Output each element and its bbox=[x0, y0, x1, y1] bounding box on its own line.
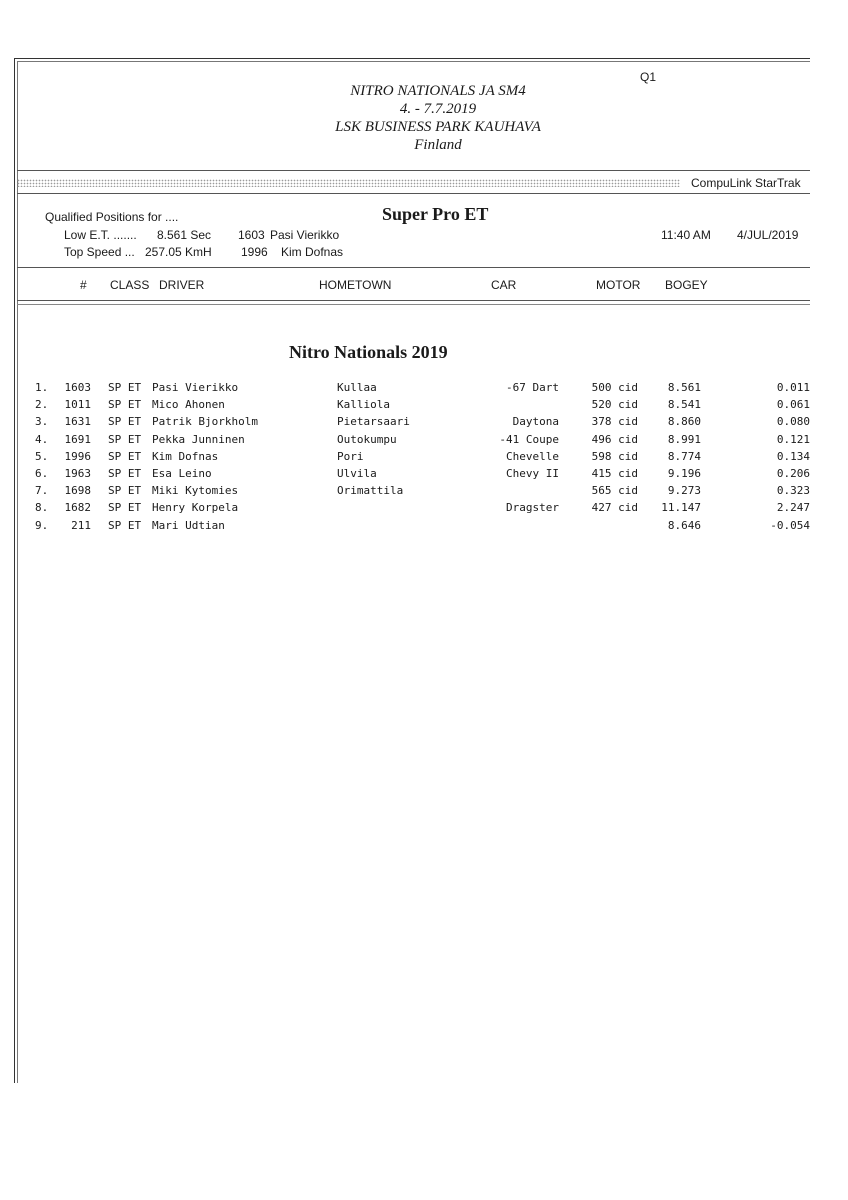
section-title: Nitro Nationals 2019 bbox=[289, 342, 448, 362]
row-hometown: Ulvila bbox=[337, 467, 377, 480]
row-bogey: 0.206 bbox=[776, 467, 810, 480]
top-speed-driver: Kim Dofnas bbox=[281, 245, 344, 259]
top-speed-label: Top Speed ... bbox=[64, 245, 135, 259]
row-class: SP ET bbox=[108, 467, 142, 480]
row-driver: Patrik Bjorkholm bbox=[152, 415, 258, 429]
row-driver: Pasi Vierikko bbox=[152, 381, 239, 394]
col-motor: MOTOR bbox=[596, 278, 641, 292]
row-position: 8. bbox=[35, 501, 49, 515]
row-driver: Henry Korpela bbox=[152, 501, 239, 515]
row-et: 8.646 bbox=[667, 518, 701, 532]
row-position: 4. bbox=[35, 432, 49, 446]
low-et-driver: Pasi Vierikko bbox=[270, 228, 340, 242]
row-bogey: 0.080 bbox=[776, 415, 810, 429]
row-motor: 500 cid bbox=[591, 381, 638, 394]
row-car: -41 Coupe bbox=[499, 432, 559, 446]
row-class: SP ET bbox=[108, 518, 142, 532]
top-speed-number: 1996 bbox=[241, 245, 268, 259]
col-hometown: HOMETOWN bbox=[319, 278, 392, 292]
row-number: 1691 bbox=[64, 432, 91, 446]
row-class: SP ET bbox=[108, 449, 142, 463]
row-driver: Miki Kytomies bbox=[152, 484, 239, 498]
row-position: 1. bbox=[35, 381, 49, 394]
row-motor: 565 cid bbox=[591, 484, 638, 498]
row-motor: 598 cid bbox=[591, 449, 638, 463]
row-et: 11.147 bbox=[661, 501, 701, 515]
row-et: 8.541 bbox=[667, 398, 701, 412]
row-car: Chevy II bbox=[506, 467, 559, 480]
row-hometown: Pori bbox=[337, 449, 364, 463]
row-bogey: -0.054 bbox=[770, 518, 810, 532]
row-number: 1963 bbox=[64, 467, 91, 480]
row-bogey: 0.323 bbox=[776, 484, 810, 498]
low-et-label: Low E.T. ....... bbox=[64, 228, 137, 242]
report-date: 4/JUL/2019 bbox=[737, 228, 799, 242]
class-title: Super Pro ET bbox=[382, 204, 489, 224]
row-et: 9.273 bbox=[667, 484, 701, 498]
row-motor: 520 cid bbox=[591, 398, 638, 412]
low-et-value: 8.561 Sec bbox=[157, 228, 212, 242]
row-car: Dragster bbox=[506, 501, 559, 515]
row-hometown: Kalliola bbox=[337, 398, 390, 412]
qualified-label: Qualified Positions for .... bbox=[45, 210, 179, 224]
row-position: 3. bbox=[35, 415, 49, 429]
row-class: SP ET bbox=[108, 484, 142, 498]
software-label: CompuLink StarTrak bbox=[691, 176, 801, 190]
row-motor: 415 cid bbox=[591, 467, 638, 480]
col-car: CAR bbox=[491, 278, 517, 292]
top-speed-value: 257.05 KmH bbox=[145, 245, 212, 259]
row-number: 1996 bbox=[64, 449, 91, 463]
row-motor: 496 cid bbox=[591, 432, 638, 446]
row-number: 1698 bbox=[64, 484, 91, 498]
row-bogey: 0.011 bbox=[776, 381, 810, 394]
row-et: 8.561 bbox=[667, 381, 701, 394]
row-bogey: 2.247 bbox=[776, 501, 810, 515]
row-driver: Mico Ahonen bbox=[152, 398, 225, 412]
row-et: 8.991 bbox=[667, 432, 701, 446]
row-et: 8.860 bbox=[667, 415, 701, 429]
col-bogey: BOGEY bbox=[665, 278, 708, 292]
row-motor: 427 cid bbox=[591, 501, 638, 515]
event-title: NITRO NATIONALS JA SM4 bbox=[350, 83, 526, 99]
row-car: Daytona bbox=[512, 415, 559, 429]
row-driver: Pekka Junninen bbox=[152, 432, 245, 446]
row-driver: Esa Leino bbox=[152, 467, 212, 480]
row-driver: Kim Dofnas bbox=[152, 449, 219, 463]
row-number: 1682 bbox=[64, 501, 91, 515]
report-code: Q1 bbox=[640, 70, 657, 84]
row-bogey: 0.121 bbox=[776, 432, 810, 446]
col-num: # bbox=[80, 278, 87, 292]
row-position: 7. bbox=[35, 484, 49, 498]
row-class: SP ET bbox=[108, 415, 142, 429]
row-number: 211 bbox=[71, 518, 91, 532]
row-number: 1011 bbox=[64, 398, 91, 412]
row-class: SP ET bbox=[108, 501, 142, 515]
row-bogey: 0.134 bbox=[776, 449, 810, 463]
row-class: SP ET bbox=[108, 381, 142, 394]
row-hometown: Outokumpu bbox=[337, 432, 397, 446]
row-position: 5. bbox=[35, 449, 49, 463]
row-bogey: 0.061 bbox=[776, 398, 810, 412]
row-number: 1631 bbox=[64, 415, 91, 429]
row-class: SP ET bbox=[108, 398, 142, 412]
row-hometown: Kullaa bbox=[337, 381, 377, 394]
row-number: 1603 bbox=[64, 381, 91, 394]
row-driver: Mari Udtian bbox=[152, 518, 225, 532]
report-time: 11:40 AM bbox=[661, 228, 711, 242]
row-position: 9. bbox=[35, 518, 49, 532]
row-motor: 378 cid bbox=[591, 415, 638, 429]
col-driver: DRIVER bbox=[159, 278, 205, 292]
row-hometown: Pietarsaari bbox=[337, 415, 410, 429]
row-hometown: Orimattila bbox=[337, 484, 404, 498]
country: Finland bbox=[414, 137, 462, 153]
row-car: Chevelle bbox=[506, 449, 559, 463]
row-car: -67 Dart bbox=[506, 381, 559, 394]
col-class: CLASS bbox=[110, 278, 150, 292]
event-dates: 4. - 7.7.2019 bbox=[399, 101, 477, 117]
venue: LSK BUSINESS PARK KAUHAVA bbox=[335, 119, 541, 135]
low-et-number: 1603 bbox=[238, 228, 265, 242]
row-et: 9.196 bbox=[667, 467, 701, 480]
row-class: SP ET bbox=[108, 432, 142, 446]
row-position: 2. bbox=[35, 398, 49, 412]
row-et: 8.774 bbox=[667, 449, 701, 463]
row-position: 6. bbox=[35, 467, 49, 480]
